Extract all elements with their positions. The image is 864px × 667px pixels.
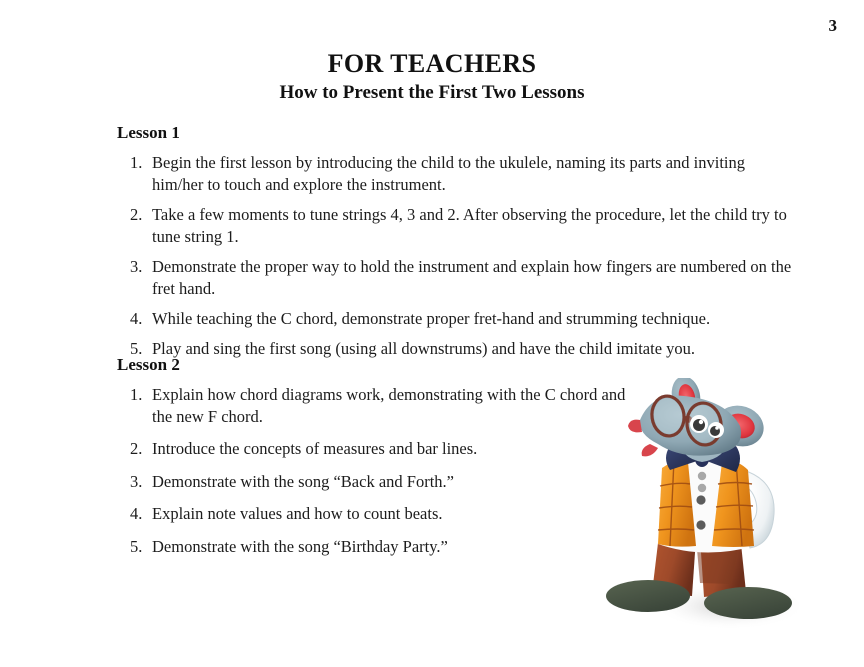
list-item-text: Begin the first lesson by introducing the child to the ukulele, naming its parts and inviting him/her to touch and explore the instrument. [152,153,745,194]
mascot-vest-button [696,495,705,504]
lesson-1-heading: Lesson 1 [117,123,180,142]
mascot-shirt-button [698,484,706,492]
list-item-number: 1. [130,153,143,173]
list-item-text: Take a few moments to tune strings 4, 3 and 2. After observing the procedure, let the child try to tune string 1. [152,205,787,246]
lesson-1-list [117,152,797,360]
list-item [117,536,637,557]
list-item [117,152,797,195]
mascot-eye-right [708,422,724,438]
mascot-shirt-button [698,472,706,480]
mascot-eye-left [690,415,708,433]
list-item-number: 3. [130,471,143,491]
list-item-number: 4. [130,504,143,524]
cartoon-mouse-mascot-illustration [600,378,810,633]
mascot-shoe-left [606,580,690,612]
list-item-text: Explain how chord diagrams work, demonstrating with the C chord and the new F chord. [152,385,626,426]
lesson-section-2 [117,355,637,568]
mascot-vest-button [696,520,705,529]
list-item [117,438,637,459]
mascot-snout [628,420,642,433]
list-item-text: Explain note values and how to count beats. [152,504,443,524]
list-item-text: Demonstrate with the song “Back and Forth.” [152,471,454,491]
list-item [117,384,637,427]
list-item [117,503,637,524]
list-item-text: Introduce the concepts of measures and bar lines. [152,439,478,459]
list-item [117,256,797,299]
page-title: FOR TEACHERS [327,49,537,78]
list-item-number: 1. [130,385,143,405]
list-item-number: 5. [130,536,143,556]
list-item-text: Play and sing the first song (using all downstrums) and have the child imitate you. [152,339,696,359]
list-item [117,204,797,247]
list-item [117,471,637,492]
page-subtitle: How to Present the First Two Lessons [279,82,585,104]
list-item-number: 3. [130,257,143,277]
list-item-number: 4. [130,309,143,329]
title-block [0,50,864,104]
list-item-text: Demonstrate the proper way to hold the instrument and explain how fingers are numbered on the fret hand. [152,257,792,298]
mascot-shoe-right [704,587,792,619]
list-item [117,308,797,329]
list-item-number: 2. [130,205,143,225]
lesson-section-1 [117,123,797,360]
page-number: 3 [828,16,837,35]
lesson-2-list [117,384,637,557]
lesson-2-heading: Lesson 2 [117,355,180,374]
list-item-text: Demonstrate with the song “Birthday Party.” [152,536,448,556]
list-item-number: 5. [130,339,143,359]
mascot-mouth [642,444,658,456]
list-item-text: While teaching the C chord, demonstrate proper fret-hand and strumming technique. [152,309,711,329]
list-item-number: 2. [130,439,143,459]
